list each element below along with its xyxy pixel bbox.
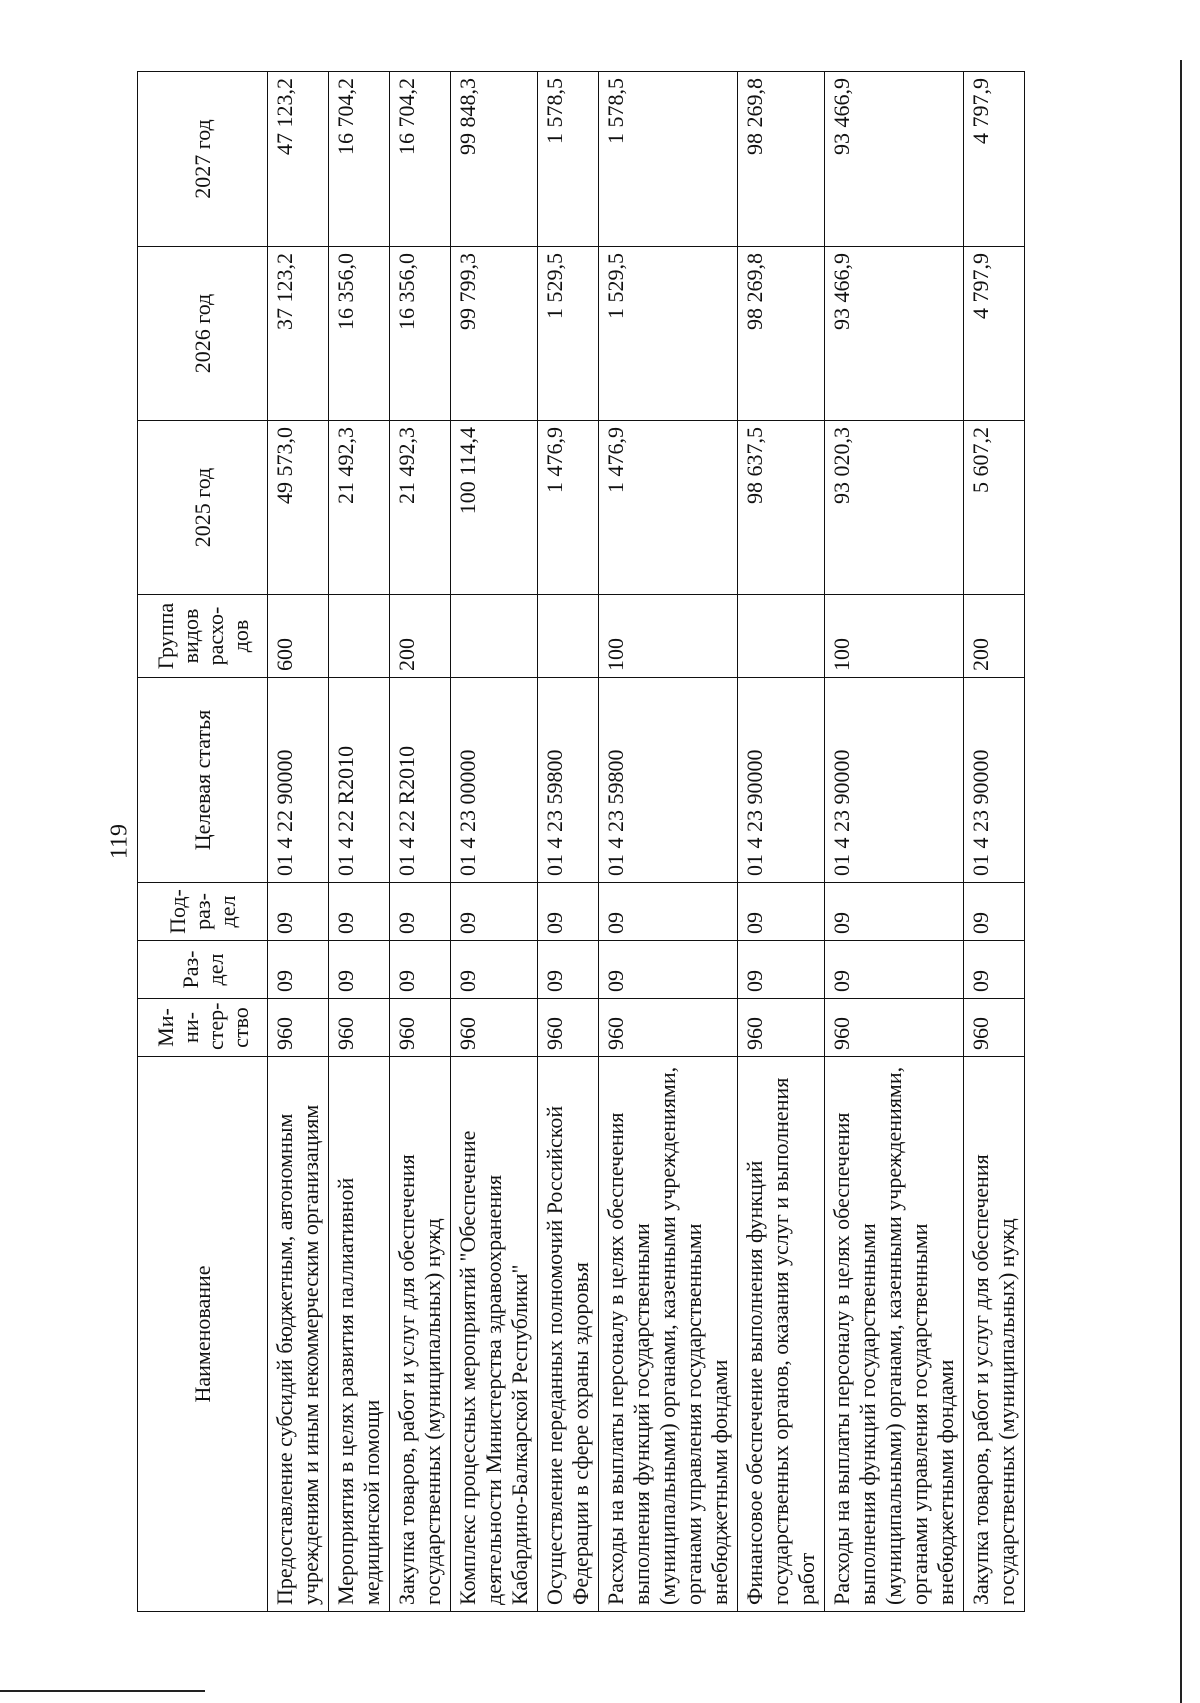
row-ministry: 960 (451, 999, 538, 1057)
row-podrazdel: 09 (538, 883, 599, 941)
row-2025: 49 573,0 (268, 421, 329, 595)
row-group: 100 (825, 595, 964, 678)
table-header-row (138, 72, 268, 1612)
row-podrazdel: 09 (738, 883, 825, 941)
row-podrazdel: 09 (964, 883, 1025, 941)
header-2025: 2025 год (138, 421, 268, 595)
row-podrazdel: 09 (599, 883, 738, 941)
row-name: Мероприятия в целях развития паллиативной медицинской помощи (329, 1057, 390, 1612)
header-podrazdel: Под-раз-дел (138, 883, 268, 941)
row-2027: 99 848,3 (451, 72, 538, 247)
row-podrazdel: 09 (825, 883, 964, 941)
header-2027: 2027 год (138, 72, 268, 247)
row-target: 01 4 23 59800 (599, 678, 738, 883)
row-2025: 21 492,3 (390, 421, 451, 595)
header-ministry: Ми-ни-стер-ство (138, 999, 268, 1057)
row-target: 01 4 23 00000 (451, 678, 538, 883)
row-2026: 16 356,0 (390, 247, 451, 421)
scan-edge-right (1180, 60, 1182, 1703)
row-group (329, 595, 390, 678)
row-2027: 16 704,2 (329, 72, 390, 247)
row-2026: 98 269,8 (738, 247, 825, 421)
row-podrazdel: 09 (451, 883, 538, 941)
row-name: Закупка товаров, работ и услуг для обеспечения государственных (муниципальных) нужд (390, 1057, 451, 1612)
row-razdel: 09 (599, 941, 738, 999)
row-name: Осуществление переданных полномочий Российской Федерации в сфере охраны здоровья (538, 1057, 599, 1612)
row-name: Комплекс процессных мероприятий "Обеспечение деятельности Министерства здравоохранения Кабардино-Балкарской Республики" (451, 1057, 538, 1612)
row-2025: 1 476,9 (599, 421, 738, 595)
row-2025: 5 607,2 (964, 421, 1025, 595)
row-name: Расходы на выплаты персоналу в целях обеспечения выполнения функций государственными (муниципальными) органами, казенными учреждениями, органами управления государственными внебюджетными фондами (825, 1057, 964, 1612)
row-ministry: 960 (964, 999, 1025, 1057)
row-target: 01 4 23 59800 (538, 678, 599, 883)
row-target: 01 4 23 90000 (738, 678, 825, 883)
row-podrazdel: 09 (268, 883, 329, 941)
row-razdel: 09 (451, 941, 538, 999)
page-number: 119 (106, 823, 133, 860)
row-name: Предоставление субсидий бюджетным, автономным учреждениям и иным некоммерческим организациям (268, 1057, 329, 1612)
row-ministry: 960 (825, 999, 964, 1057)
table-row (268, 72, 329, 1612)
row-2026: 99 799,3 (451, 247, 538, 421)
row-target: 01 4 23 90000 (825, 678, 964, 883)
header-2026: 2026 год (138, 247, 268, 421)
row-2027: 4 797,9 (964, 72, 1025, 247)
row-group (538, 595, 599, 678)
row-group: 600 (268, 595, 329, 678)
row-razdel: 09 (268, 941, 329, 999)
table-row (964, 72, 1025, 1612)
row-ministry: 960 (599, 999, 738, 1057)
table-row (738, 72, 825, 1612)
row-ministry: 960 (538, 999, 599, 1057)
row-name: Финансовое обеспечение выполнения функций государственных органов, оказания услуг и выполнения работ (738, 1057, 825, 1612)
row-ministry: 960 (329, 999, 390, 1057)
row-target: 01 4 22 R2010 (329, 678, 390, 883)
row-2027: 1 578,5 (538, 72, 599, 247)
row-2027: 93 466,9 (825, 72, 964, 247)
row-2025: 98 637,5 (738, 421, 825, 595)
row-razdel: 09 (390, 941, 451, 999)
row-group (451, 595, 538, 678)
row-2026: 1 529,5 (599, 247, 738, 421)
table-row (390, 72, 451, 1612)
rotated-table-container (137, 72, 1062, 1612)
row-group: 100 (599, 595, 738, 678)
table-row (329, 72, 390, 1612)
row-razdel: 09 (825, 941, 964, 999)
header-name: Наименование (138, 1057, 268, 1612)
row-2026: 1 529,5 (538, 247, 599, 421)
row-razdel: 09 (538, 941, 599, 999)
row-target: 01 4 23 90000 (964, 678, 1025, 883)
row-ministry: 960 (268, 999, 329, 1057)
row-2026: 93 466,9 (825, 247, 964, 421)
row-target: 01 4 22 R2010 (390, 678, 451, 883)
row-2027: 98 269,8 (738, 72, 825, 247)
budget-table (137, 71, 1025, 1612)
row-group (738, 595, 825, 678)
row-name: Расходы на выплаты персоналу в целях обеспечения выполнения функций государственными (муниципальными) органами, казенными учреждениями, органами управления государственными внебюджетными фондами (599, 1057, 738, 1612)
row-podrazdel: 09 (390, 883, 451, 941)
row-name: Закупка товаров, работ и услуг для обеспечения государственных (муниципальных) нужд (964, 1057, 1025, 1612)
row-2027: 16 704,2 (390, 72, 451, 247)
row-2026: 4 797,9 (964, 247, 1025, 421)
row-ministry: 960 (738, 999, 825, 1057)
header-group: Группа видов расхо-дов (138, 595, 268, 678)
row-razdel: 09 (329, 941, 390, 999)
row-ministry: 960 (390, 999, 451, 1057)
row-2025: 21 492,3 (329, 421, 390, 595)
header-razdel: Раз-дел (138, 941, 268, 999)
row-2025: 1 476,9 (538, 421, 599, 595)
table-row (451, 72, 538, 1612)
table-row (538, 72, 599, 1612)
row-target: 01 4 22 90000 (268, 678, 329, 883)
row-razdel: 09 (738, 941, 825, 999)
header-target: Целевая статья (138, 678, 268, 883)
table-row (599, 72, 738, 1612)
row-razdel: 09 (964, 941, 1025, 999)
row-2026: 37 123,2 (268, 247, 329, 421)
row-2027: 1 578,5 (599, 72, 738, 247)
scan-edge-bottom (0, 1690, 205, 1692)
row-2025: 100 114,4 (451, 421, 538, 595)
row-podrazdel: 09 (329, 883, 390, 941)
row-2025: 93 020,3 (825, 421, 964, 595)
row-2027: 47 123,2 (268, 72, 329, 247)
row-2026: 16 356,0 (329, 247, 390, 421)
table-row (825, 72, 964, 1612)
row-group: 200 (964, 595, 1025, 678)
row-group: 200 (390, 595, 451, 678)
